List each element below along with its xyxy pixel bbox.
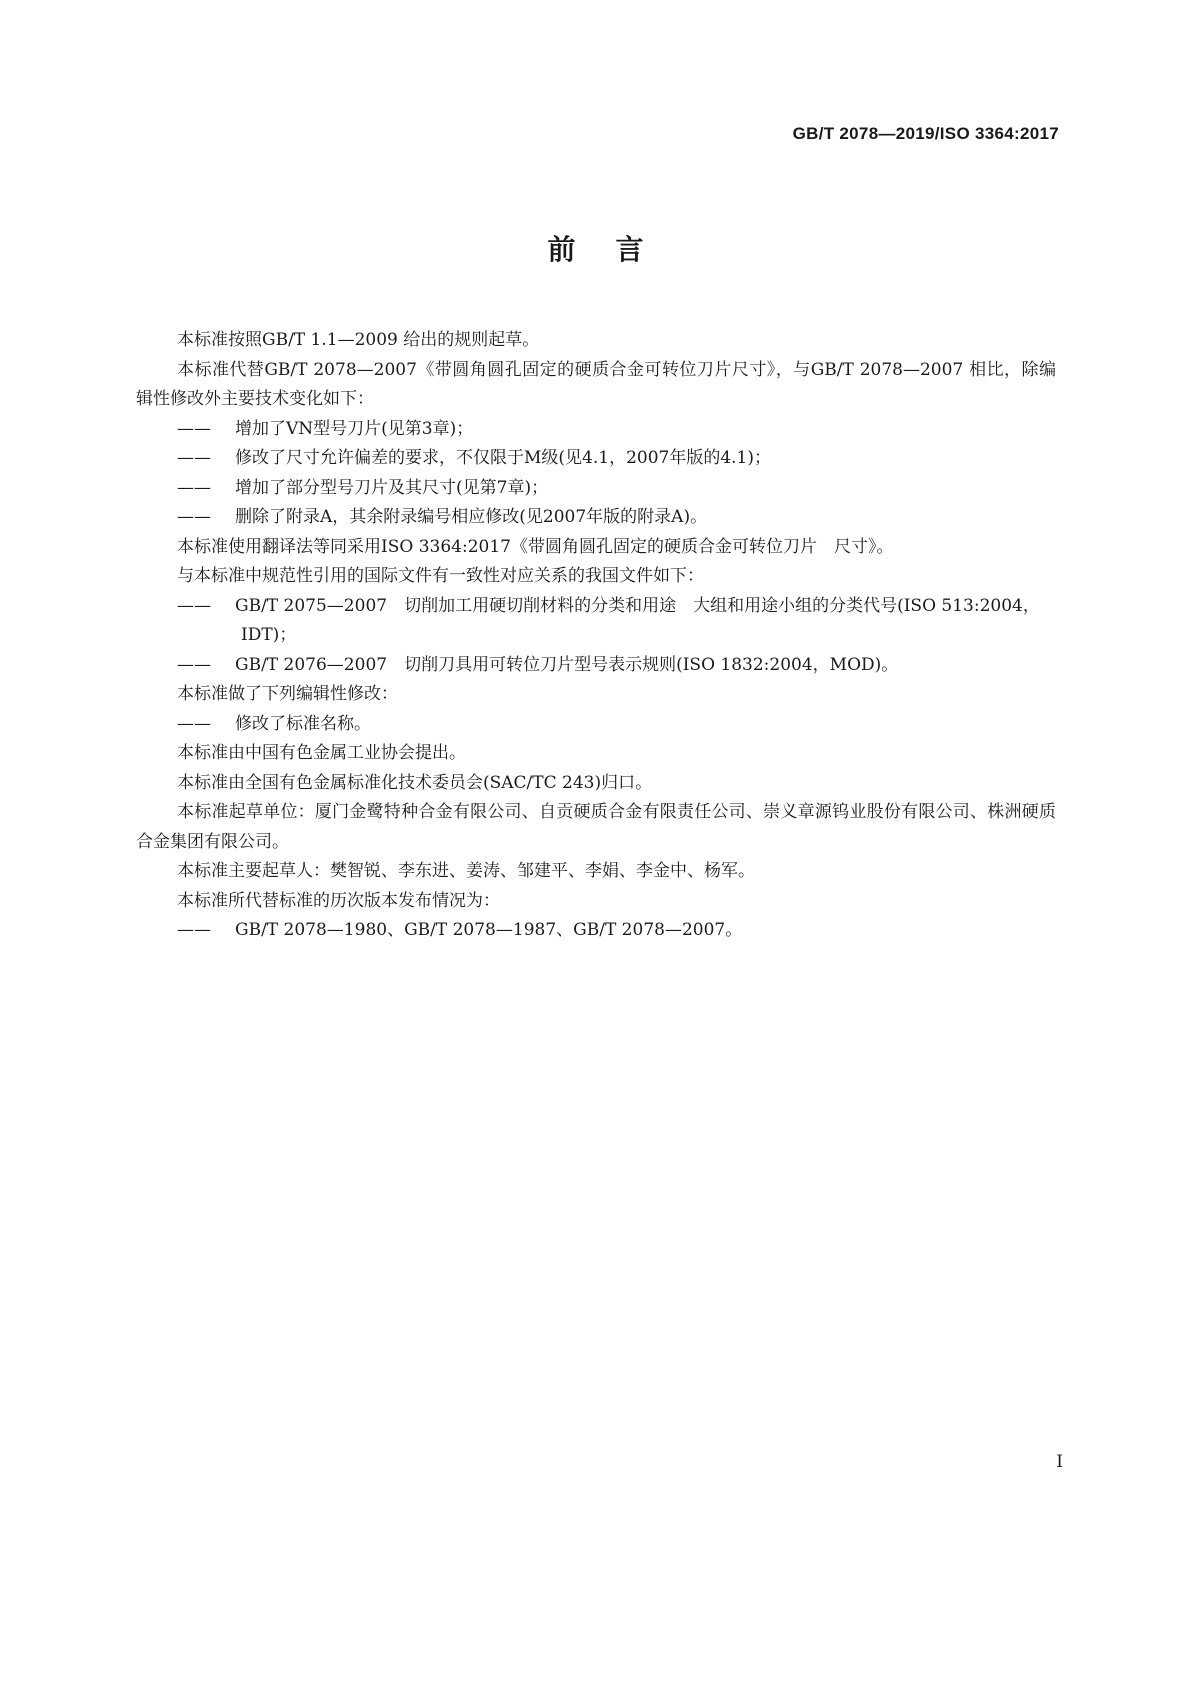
list-item: —— 增加了部分型号刀片及其尺寸(见第7章)； xyxy=(136,474,1056,504)
paragraph-previous-editions: 本标准所代替标准的历次版本发布情况为： xyxy=(177,890,500,911)
dash-marker: —— xyxy=(177,418,211,439)
list-item: —— GB/T 2076—2007 切削刀具用可转位刀片型号表示规则(ISO 1832:2004，MOD)。 xyxy=(136,651,1056,681)
list-item: —— 删除了附录A，其余附录编号相应修改(见2007年版的附录A)。 xyxy=(136,503,1056,533)
dash-marker: —— xyxy=(177,595,211,616)
page-number: I xyxy=(1056,1452,1063,1472)
paragraph-drafters: 本标准主要起草人：樊智锐、李东进、姜涛、邹建平、李娟、李金中、杨军。 xyxy=(177,861,755,881)
dash-marker: —— xyxy=(177,713,211,734)
paragraph-editorial-changes: 本标准做了下列编辑性修改： xyxy=(177,684,398,704)
paragraph-proposed-by: 本标准由中国有色金属工业协会提出。 xyxy=(177,743,466,763)
standard-code-header: GB/T 2078—2019/ISO 3364:2017 xyxy=(792,124,1059,143)
paragraph-drafting-units: 本标准起草单位：厦门金鹭特种合金有限公司、自贡硬质合金有限责任公司、崇义章源钨业股份有限公司、株洲硬质合金集团有限公司。 xyxy=(136,802,1056,852)
dash-marker: —— xyxy=(177,507,211,527)
list-item: —— GB/T 2075—2007 切削加工用硬切削材料的分类和用途 大组和用途小组的分类代号(ISO 513:2004，IDT)； xyxy=(136,592,1056,651)
paragraph-correspondence: 与本标准中规范性引用的国际文件有一致性对应关系的我国文件如下： xyxy=(177,566,704,586)
list-item: —— GB/T 2078—1980、GB/T 2078—1987、GB/T 2078—2007。 xyxy=(136,916,1056,946)
foreword-body xyxy=(136,326,1056,946)
dash-marker: —— xyxy=(177,477,211,498)
dash-marker: —— xyxy=(177,654,211,675)
list-item: —— 修改了标准名称。 xyxy=(136,710,1056,740)
list-item: —— 增加了VN型号刀片(见第3章)； xyxy=(136,415,1056,445)
dash-marker: —— xyxy=(177,920,211,940)
paragraph-drafting-rules: 本标准按照GB/T 1.1—2009 给出的规则起草。 xyxy=(177,330,540,350)
paragraph-replaces: 本标准代替GB/T 2078—2007《带圆角圆孔固定的硬质合金可转位刀片尺寸》，与GB/T 2078—2007 相比，除编辑性修改外主要技术变化如下： xyxy=(136,359,1056,409)
list-item: —— 修改了尺寸允许偏差的要求，不仅限于M级(见4.1，2007年版的4.1)； xyxy=(136,444,1056,474)
paragraph-under-jurisdiction: 本标准由全国有色金属标准化技术委员会(SAC/TC 243)归口。 xyxy=(177,772,653,793)
dash-marker: —— xyxy=(177,448,211,468)
page-title: 前言 xyxy=(547,233,684,266)
paragraph-adoption: 本标准使用翻译法等同采用ISO 3364:2017《带圆角圆孔固定的硬质合金可转位刀片 尺寸》。 xyxy=(177,536,894,557)
